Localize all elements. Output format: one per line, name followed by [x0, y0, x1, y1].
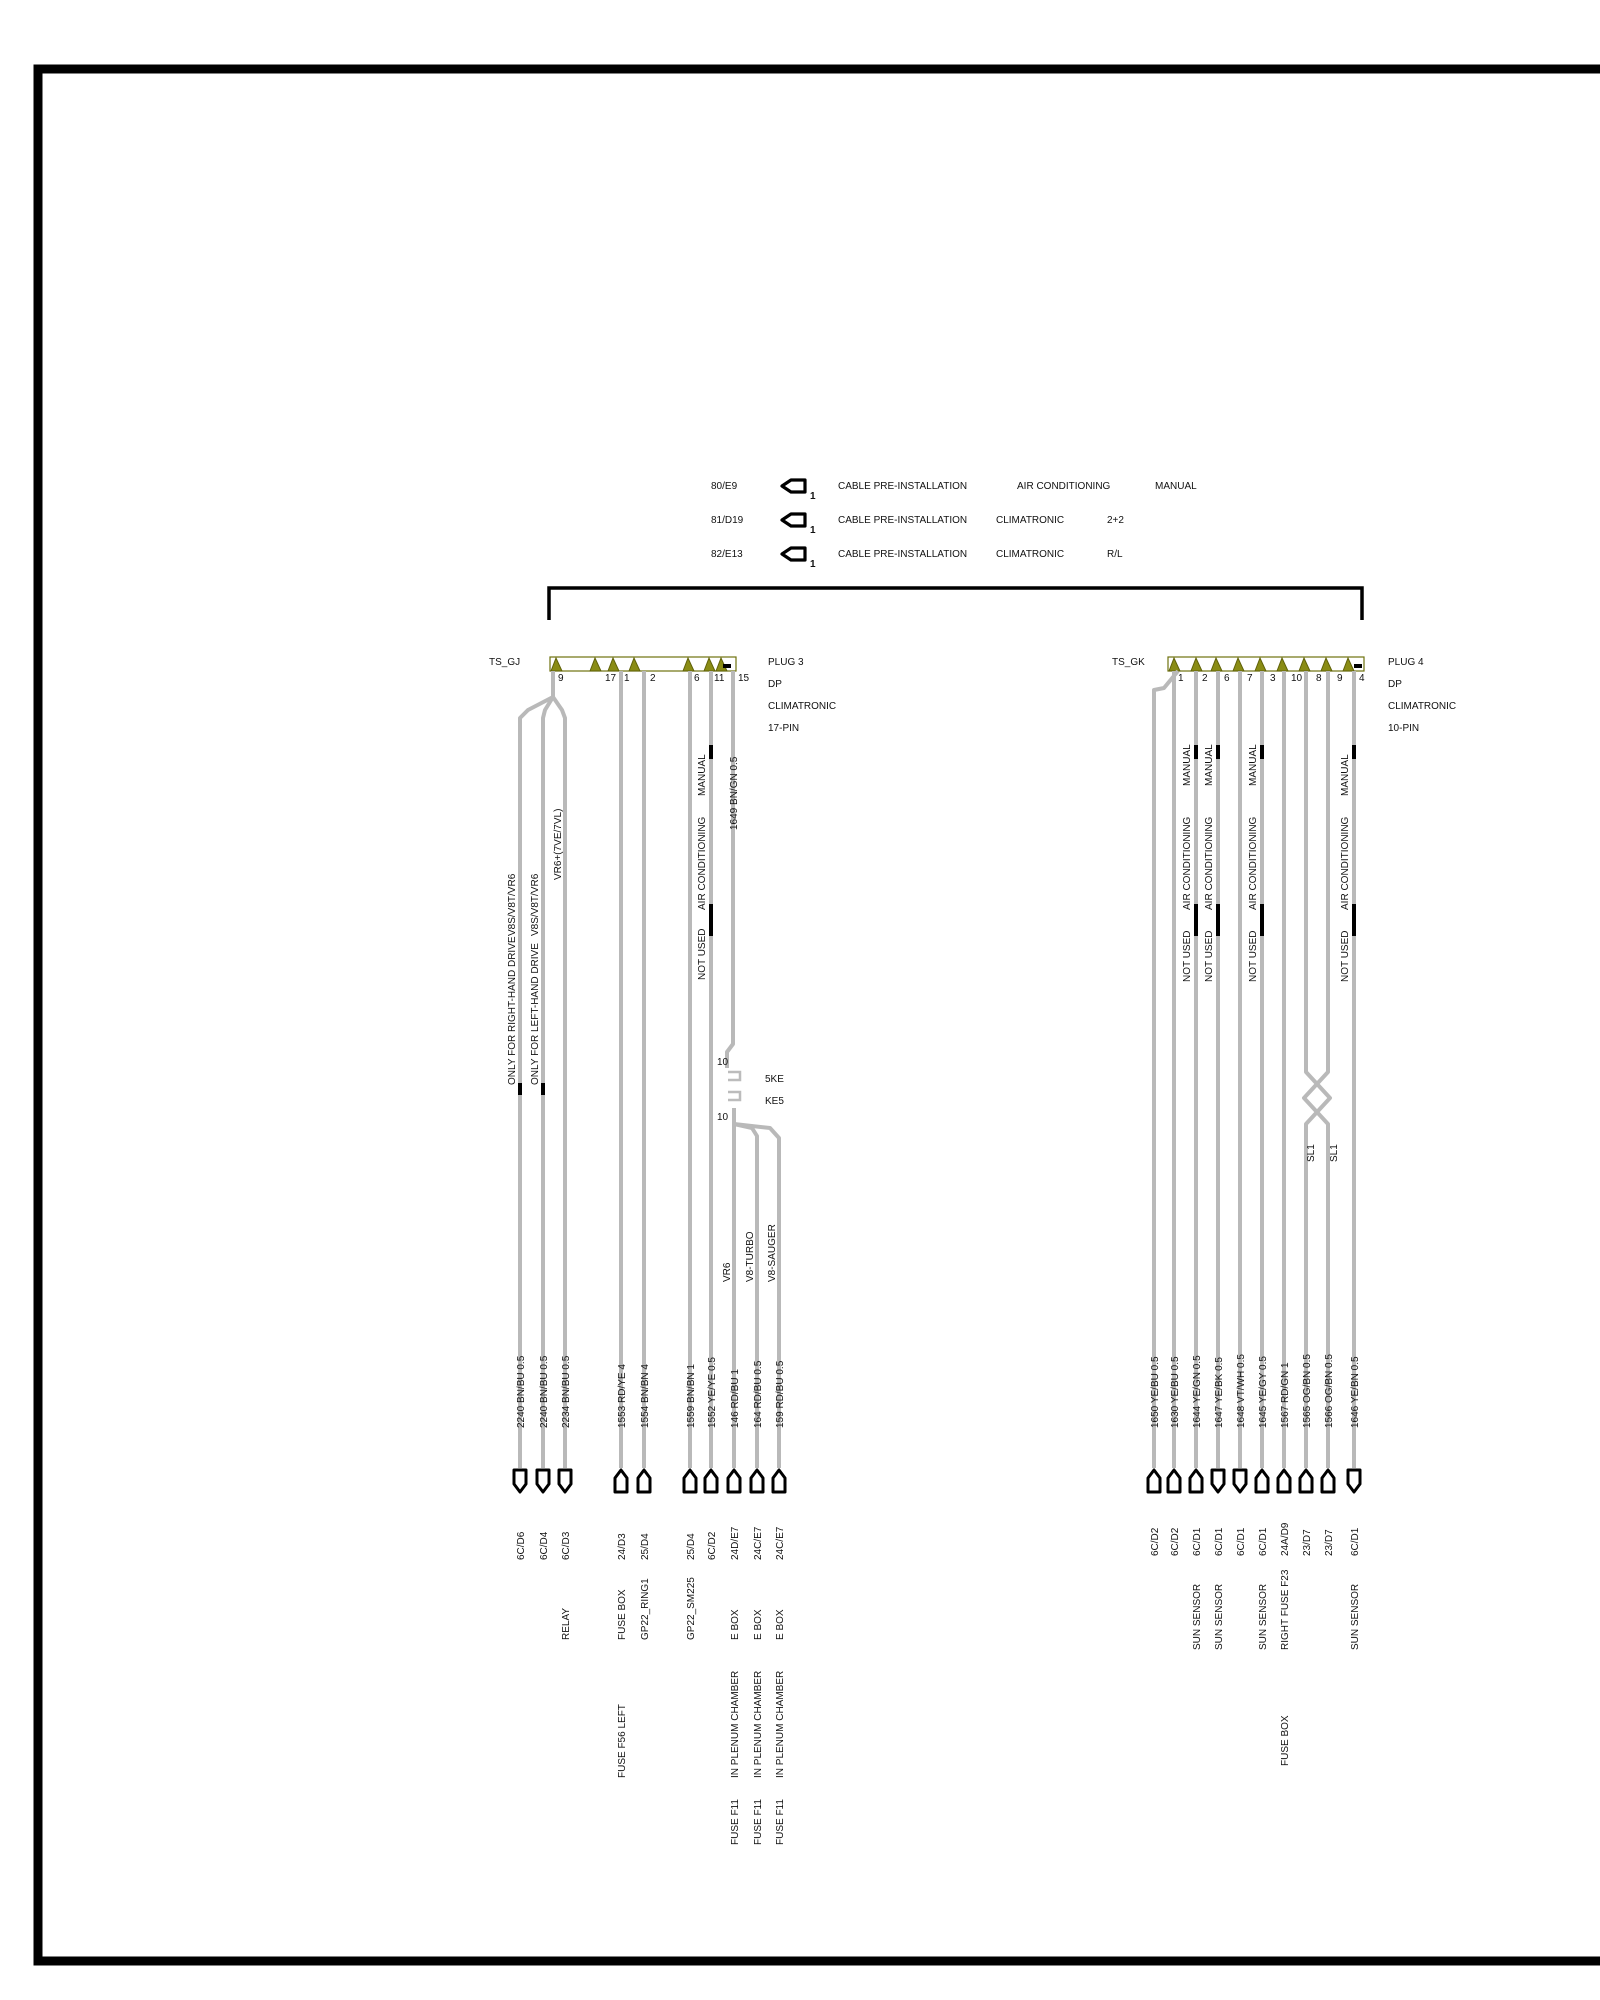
wire-destination: 6C/D1 [1350, 1527, 1361, 1556]
variant-label: MANUAL [697, 754, 708, 796]
pin-number: 8 [1316, 673, 1322, 684]
connector-symbol-icon [782, 548, 805, 560]
splice-connector-icon [728, 1072, 740, 1100]
wire-code-label: 1644 YE/GN 0.5 [1192, 1355, 1203, 1428]
connector-symbol-icon [782, 514, 805, 526]
terminal-socket-icon [1300, 1470, 1312, 1492]
wire-description: RIGHT FUSE F23 [1280, 1569, 1291, 1650]
connector-description: CABLE PRE-INSTALLATION [838, 481, 968, 492]
pin-number: 10 [1291, 673, 1303, 684]
variant-label: VR6+(7VE/7VL) [553, 808, 564, 880]
variant-bar [1216, 745, 1220, 759]
terminal-socket-icon [1256, 1470, 1268, 1492]
wire-destination: 6C/D2 [1170, 1527, 1181, 1556]
wire-description: FUSE BOX [1280, 1715, 1291, 1766]
right-plug-id: TS_GK [1112, 657, 1145, 668]
wire-destination: 6C/D2 [1150, 1527, 1161, 1556]
pin-number: 15 [738, 673, 750, 684]
connector-pin-mark: 1 [810, 491, 816, 502]
wire-code-label: 1554 BN/BN 4 [640, 1364, 651, 1428]
wire-destination: 23/D7 [1302, 1529, 1313, 1556]
connector-variant: 2+2 [1107, 515, 1124, 526]
splice-label: 5KE [765, 1074, 784, 1085]
plug-info-line: DP [768, 679, 782, 690]
variant-bar [709, 904, 713, 936]
pin-number: 6 [694, 673, 700, 684]
left-plug-id: TS_GJ [489, 657, 521, 668]
wire-annotations [507, 744, 1351, 1282]
variant-bar [1352, 904, 1356, 936]
variant-bar [1260, 745, 1264, 759]
terminal-socket-icon [1322, 1470, 1334, 1492]
legend-row [711, 548, 1123, 570]
system-label: AIR CONDITIONING [1182, 816, 1193, 910]
terminal-arrow-icon [1348, 1470, 1360, 1492]
connector-pin-mark: 1 [810, 525, 816, 536]
variant-bar [1216, 904, 1220, 936]
terminal-arrow-icon [514, 1470, 526, 1492]
wire-label: 1649 BN/GN 0.5 [729, 756, 740, 830]
only-rhd-label: ONLY FOR RIGHT-HAND DRIVE [507, 936, 518, 1085]
variant-bar [709, 745, 713, 759]
connector-system: CLIMATRONIC [996, 549, 1065, 560]
terminal-socket-icon [1168, 1470, 1180, 1492]
variant-bar [1260, 904, 1264, 936]
wire-description: FUSE F56 LEFT [617, 1704, 628, 1778]
wire-description: SUN SENSOR [1350, 1583, 1361, 1650]
connector-legend [711, 480, 1197, 570]
splice-label: SL1 [1306, 1144, 1317, 1162]
wire-description: FUSE F11 [775, 1799, 786, 1845]
wire-code-label: 1553 RD/YE 4 [617, 1364, 628, 1428]
wire-destination: 25/D4 [640, 1533, 651, 1560]
connector-ref: 82/E13 [711, 549, 743, 560]
wire-destination: 6C/D1 [1192, 1527, 1203, 1556]
wire-code-label: 1647 YE/BK 0.5 [1214, 1357, 1225, 1428]
pin-number: 9 [1337, 673, 1343, 684]
connector-description: CABLE PRE-INSTALLATION [838, 549, 968, 560]
variant-label: MANUAL [1204, 744, 1215, 786]
pin-number: 2 [650, 673, 656, 684]
terminal-socket-icon [684, 1470, 696, 1492]
variant-bar [1194, 745, 1198, 759]
wire-destination: 6C/D3 [561, 1531, 572, 1560]
wire-code-label: 146 RD/BU 1 [730, 1369, 741, 1428]
variant-label: MANUAL [1340, 754, 1351, 796]
left-wire-ends [514, 1355, 786, 1845]
wire-description: FUSE F11 [753, 1799, 764, 1845]
pin-number: 7 [1247, 673, 1253, 684]
variant-label: MANUAL [1182, 744, 1193, 786]
only-lhd-label: ONLY FOR LEFT-HAND DRIVE [530, 943, 541, 1085]
pin-number: 11 [714, 673, 725, 684]
variant-label: V8-SAUGER [767, 1224, 778, 1282]
wire-code-label: 1566 OG/BN 0.5 [1324, 1354, 1335, 1428]
wire-code-label: 2240 BN/BU 0.5 [516, 1355, 527, 1428]
pin-number: 9 [558, 673, 564, 684]
splice-pin: 10 [717, 1112, 729, 1123]
wire-destination: 23/D7 [1324, 1529, 1335, 1556]
variant-bar [1194, 904, 1198, 936]
left-wire-routing [520, 671, 779, 1468]
right-wire-ends [1148, 1354, 1361, 1766]
system-label: AIR CONDITIONING [697, 816, 708, 910]
wire-code-label: 1645 YE/GY 0.5 [1258, 1356, 1269, 1428]
wire-1649 [727, 671, 733, 1068]
wire-destination: 6C/D1 [1236, 1527, 1247, 1556]
pin-marker [1354, 664, 1362, 668]
not-used-label: NOT USED [1182, 930, 1193, 982]
connector-symbol-icon [782, 480, 805, 492]
pin-number: 6 [1224, 673, 1230, 684]
wire-destination: 24/D3 [617, 1533, 628, 1560]
variant-label: MANUAL [1248, 744, 1259, 786]
terminal-socket-icon [751, 1470, 763, 1492]
wire-destination: 24D/E7 [730, 1526, 741, 1560]
pin-number: 17 [605, 673, 617, 684]
wire-code-label: 2240 BN/BU 0.5 [539, 1355, 550, 1428]
pin-number: 1 [1178, 673, 1184, 684]
wire-description: SUN SENSOR [1214, 1583, 1225, 1650]
cable-bracket [549, 588, 1362, 620]
wire-destination: 6C/D2 [707, 1531, 718, 1560]
terminal-socket-icon [728, 1470, 740, 1492]
connector-pin-mark: 1 [810, 559, 816, 570]
wire-destination: 6C/D1 [1258, 1527, 1269, 1556]
connector-ref: 80/E9 [711, 481, 738, 492]
terminal-arrow-icon [1212, 1470, 1224, 1492]
wire-destination: 6C/D1 [1214, 1527, 1225, 1556]
wire-description: GP22_RING1 [640, 1578, 651, 1640]
plug-info-line: PLUG 3 [768, 657, 804, 668]
terminal-socket-icon [773, 1470, 785, 1492]
wire-description: FUSE F11 [730, 1799, 741, 1845]
variant-label: V8S/V8T/VR6 [507, 873, 518, 936]
wire-destination: 6C/D4 [539, 1531, 550, 1560]
right-wire-routing [1154, 671, 1354, 1468]
wire-description: GP22_SM225 [686, 1577, 697, 1640]
wire-description: RELAY [561, 1607, 572, 1640]
terminal-socket-icon [1148, 1470, 1160, 1492]
system-label: AIR CONDITIONING [1340, 816, 1351, 910]
wire-description: IN PLENUM CHAMBER [775, 1670, 786, 1778]
pin-number: 3 [1270, 673, 1276, 684]
pin-number: 1 [624, 673, 630, 684]
connector-system: CLIMATRONIC [996, 515, 1065, 526]
terminal-arrow-icon [537, 1470, 549, 1492]
legend-row [711, 480, 1197, 502]
wire-destination: 24C/E7 [775, 1526, 786, 1560]
pin-marker [723, 664, 731, 668]
wire-destination: 25/D4 [686, 1533, 697, 1560]
pin-number: 4 [1359, 673, 1365, 684]
wire-code-label: 159 RD/BU 0.5 [775, 1360, 786, 1428]
plug-info-line: 10-PIN [1388, 723, 1420, 734]
wire-code-label: 1559 BN/BN 1 [686, 1364, 697, 1428]
terminal-arrow-icon [1234, 1470, 1246, 1492]
variant-label: V8S/V8T/VR6 [530, 873, 541, 936]
wire-description: E BOX [753, 1609, 764, 1640]
wire-code-label: 1650 YE/BU 0.5 [1150, 1356, 1161, 1428]
plug-info-line: DP [1388, 679, 1402, 690]
wire-destination: 24A/D9 [1280, 1522, 1291, 1556]
connector-ref: 81/D19 [711, 515, 744, 526]
splice-label: SL1 [1329, 1144, 1340, 1162]
splice-pin: 10 [717, 1057, 729, 1068]
wire-branch [543, 697, 553, 1468]
terminal-socket-icon [1190, 1470, 1202, 1492]
wire-description: SUN SENSOR [1192, 1583, 1203, 1650]
plug-info-line: CLIMATRONIC [1388, 701, 1457, 712]
wire-description: E BOX [730, 1609, 741, 1640]
variant-bar [518, 1083, 522, 1095]
plug-info-line: PLUG 4 [1388, 657, 1424, 668]
page-frame [38, 69, 1600, 1961]
connector-variant: MANUAL [1155, 481, 1197, 492]
wire-code-label: 1552 YE/YE 0.5 [707, 1357, 718, 1428]
pin-number: 2 [1202, 673, 1208, 684]
wire-code-label: 1567 RD/GN 1 [1280, 1362, 1291, 1428]
not-used-label: NOT USED [1248, 930, 1259, 982]
variant-bar [541, 1083, 545, 1095]
plug-info-line: CLIMATRONIC [768, 701, 837, 712]
system-label: AIR CONDITIONING [1248, 816, 1259, 910]
terminal-socket-icon [705, 1470, 717, 1492]
terminal-socket-icon [638, 1470, 650, 1492]
wire-code-label: 1565 OG/BN 0.5 [1302, 1354, 1313, 1428]
wire-description: FUSE BOX [617, 1589, 628, 1640]
wire-code-label: 164 RD/BU 0.5 [753, 1360, 764, 1428]
wire-code-label: 2234 BN/BU 0.5 [561, 1355, 572, 1428]
wire-code-label: 1648 VT/WH 0.5 [1236, 1354, 1247, 1428]
wire-code-label: 1630 YE/BU 0.5 [1170, 1356, 1181, 1428]
wire-description: IN PLENUM CHAMBER [730, 1670, 741, 1778]
connector-variant: R/L [1107, 549, 1123, 560]
wire-description: SUN SENSOR [1258, 1583, 1269, 1650]
not-used-label: NOT USED [1204, 930, 1215, 982]
connector-system: AIR CONDITIONING [1017, 481, 1111, 492]
terminal-arrow-icon [559, 1470, 571, 1492]
not-used-label: NOT USED [697, 928, 708, 980]
wire-code-label: 1646 YE/BN 0.5 [1350, 1356, 1361, 1428]
wire-description: E BOX [775, 1609, 786, 1640]
legend-row [711, 514, 1124, 536]
connector-description: CABLE PRE-INSTALLATION [838, 515, 968, 526]
wire-description: IN PLENUM CHAMBER [753, 1670, 764, 1778]
terminal-socket-icon [615, 1470, 627, 1492]
variant-label: V8-TURBO [745, 1231, 756, 1282]
splice-label: KE5 [765, 1096, 784, 1107]
system-label: AIR CONDITIONING [1204, 816, 1215, 910]
plug-info-line: 17-PIN [768, 723, 800, 734]
variant-label: VR6 [722, 1262, 733, 1282]
wire-destination: 24C/E7 [753, 1526, 764, 1560]
not-used-label: NOT USED [1340, 930, 1351, 982]
wire-destination: 6C/D6 [516, 1531, 527, 1560]
terminal-socket-icon [1278, 1470, 1290, 1492]
variant-bar [1352, 745, 1356, 759]
